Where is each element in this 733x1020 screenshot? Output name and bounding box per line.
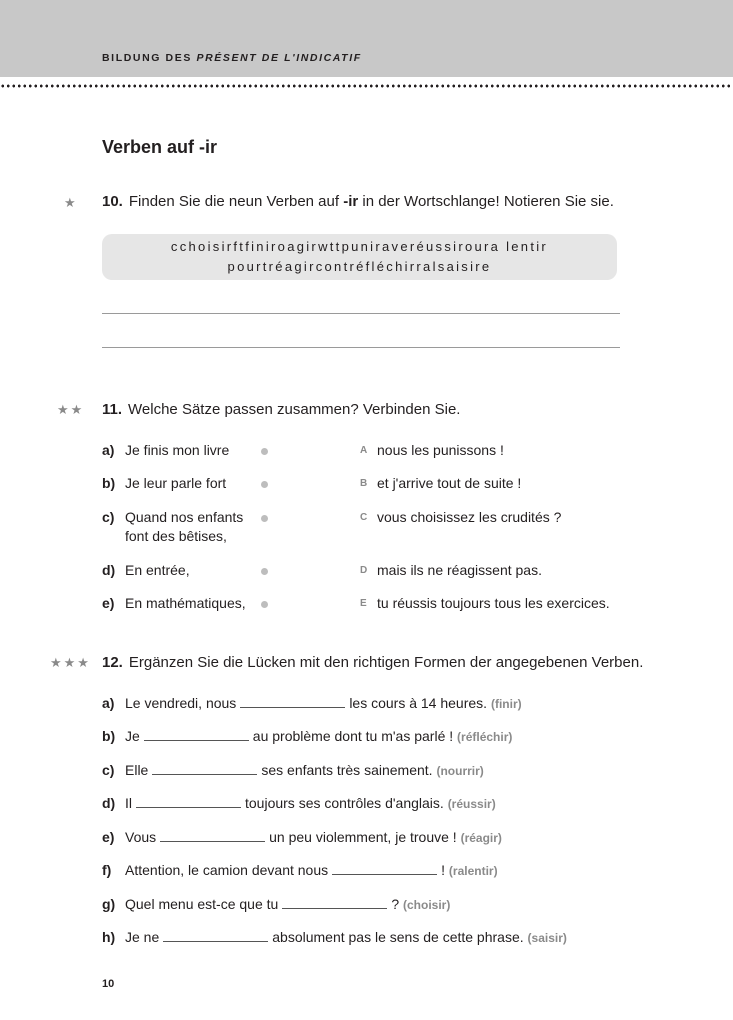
item-label: c) (102, 509, 115, 525)
exercise-12-title (102, 654, 643, 671)
item-label: c) (102, 762, 115, 778)
item-text: Je finis mon livre (125, 442, 230, 458)
item-label: h) (102, 929, 116, 945)
match-right-text-A: nous les punissons ! (377, 442, 504, 458)
chapter-title-italic: PRÉSENT DE L'INDICATIF (196, 52, 362, 64)
instruction-text-end: in der Wortschlange! Notieren Sie sie. (358, 193, 614, 210)
item-text-before: Il (125, 795, 132, 811)
gap-item-a (102, 695, 522, 711)
item-label: b) (102, 728, 116, 744)
match-right-label-D[interactable]: D (360, 565, 368, 576)
gap-blank[interactable] (136, 797, 241, 808)
chapter-title-prefix: BILDUNG DES (102, 52, 197, 64)
gap-item-f (102, 862, 498, 878)
verb-hint: (choisir) (403, 898, 451, 912)
gap-item-c (102, 762, 484, 778)
exercise-number: 12. (102, 654, 123, 671)
item-text: En entrée, (125, 562, 190, 578)
item-text-before: Je ne (125, 929, 160, 945)
gap-item-g (102, 896, 450, 912)
verb-hint: (nourrir) (436, 764, 484, 778)
item-text-after: ? (391, 896, 400, 912)
gap-blank[interactable] (282, 898, 387, 909)
match-dot-a[interactable] (261, 448, 268, 455)
verb-hint: (finir) (490, 697, 522, 711)
verb-hint: (réagir) (460, 831, 502, 845)
item-text-before: Je (125, 728, 140, 744)
gap-item-e (102, 829, 502, 845)
item-text-before: Elle (125, 762, 149, 778)
difficulty-stars-10: ★ (64, 195, 78, 210)
item-text-after: absolument pas le sens de cette phrase. (272, 929, 524, 945)
item-label: g) (102, 896, 116, 912)
exercise-number: 10. (102, 193, 123, 210)
match-right-label-C[interactable]: C (360, 512, 368, 523)
match-right-label-A[interactable]: A (360, 445, 368, 456)
difficulty-stars-12: ★★★ (50, 655, 91, 670)
answer-line-1[interactable] (102, 313, 620, 314)
exercise-11-title (102, 401, 460, 418)
item-text: Je leur parle fort (125, 475, 227, 491)
dotted-divider (0, 84, 733, 88)
match-left-a (102, 442, 229, 458)
match-right-label-E[interactable]: E (360, 598, 367, 609)
match-dot-c[interactable] (261, 515, 268, 522)
verb-hint: (réfléchir) (457, 730, 513, 744)
instruction-text: Finden Sie die neun Verben auf (128, 193, 344, 210)
match-right-text-E: tu réussis toujours tous les exercices. (377, 595, 610, 611)
match-dot-b[interactable] (261, 481, 268, 488)
exercise-number: 11. (102, 401, 123, 418)
word-snake-line-2: pourtréagircontréfléchirralsaisire (227, 259, 492, 274)
item-text-before: Le vendredi, nous (125, 695, 237, 711)
word-snake-box (102, 234, 617, 280)
instruction-bold: -ir (343, 193, 359, 210)
verb-hint: (réussir) (447, 797, 496, 811)
item-label: f) (102, 862, 112, 878)
match-left-d (102, 562, 190, 578)
gap-blank[interactable] (240, 697, 345, 708)
instruction-text: Welche Sätze passen zusammen? Verbinden Sie. (128, 401, 461, 418)
item-label: e) (102, 595, 115, 611)
item-text-after: ! (441, 862, 446, 878)
gap-blank[interactable] (332, 864, 437, 875)
gap-item-b (102, 728, 512, 744)
item-label: d) (102, 562, 116, 578)
item-text-after: un peu violemment, je trouve ! (269, 829, 457, 845)
exercise-10-title (102, 193, 614, 210)
item-text: En mathématiques, (125, 595, 246, 611)
gap-blank[interactable] (163, 931, 268, 942)
match-right-text-B: et j'arrive tout de suite ! (377, 475, 522, 491)
item-text-before: Vous (125, 829, 157, 845)
gap-blank[interactable] (160, 831, 265, 842)
page-number: 10 (102, 978, 115, 990)
difficulty-stars-11: ★★ (57, 402, 85, 417)
word-snake-line-1: cchoisirftfiniroagirwttpuniraveréussiroura lentir (170, 239, 549, 254)
item-label: e) (102, 829, 115, 845)
item-label: a) (102, 695, 115, 711)
item-text-after: les cours à 14 heures. (349, 695, 488, 711)
item-text-before: Quel menu est-ce que tu (125, 896, 279, 912)
match-right-text-D: mais ils ne réagissent pas. (377, 562, 542, 578)
match-left-c (102, 509, 243, 525)
section-title: Verben auf -ir (102, 137, 218, 157)
item-label: a) (102, 442, 115, 458)
chapter-title (102, 52, 362, 64)
item-label: b) (102, 475, 116, 491)
match-right-text-C: vous choisissez les crudités ? (377, 509, 562, 525)
page-header (0, 0, 733, 77)
item-text-after: toujours ses contrôles d'anglais. (245, 795, 444, 811)
item-text-after: ses enfants très sainement. (261, 762, 433, 778)
gap-blank[interactable] (144, 730, 249, 741)
instruction-text: Ergänzen Sie die Lücken mit den richtigen Formen der angegebenen Verben. (128, 654, 644, 671)
match-dot-e[interactable] (261, 601, 268, 608)
match-dot-d[interactable] (261, 568, 268, 575)
item-label: d) (102, 795, 116, 811)
match-left-e (102, 595, 246, 611)
item-text: Quand nos enfants (125, 509, 244, 525)
match-left-c-line2: font des bêtises, (125, 528, 227, 544)
gap-blank[interactable] (152, 764, 257, 775)
match-left-b (102, 475, 226, 491)
verb-hint: (ralentir) (448, 864, 498, 878)
item-text-before: Attention, le camion devant nous (125, 862, 329, 878)
gap-item-d (102, 795, 496, 811)
gap-item-h (102, 929, 567, 945)
match-right-label-B[interactable]: B (360, 478, 368, 489)
item-text-after: au problème dont tu m'as parlé ! (252, 728, 454, 744)
answer-line-2[interactable] (102, 347, 620, 348)
verb-hint: (saisir) (527, 931, 567, 945)
